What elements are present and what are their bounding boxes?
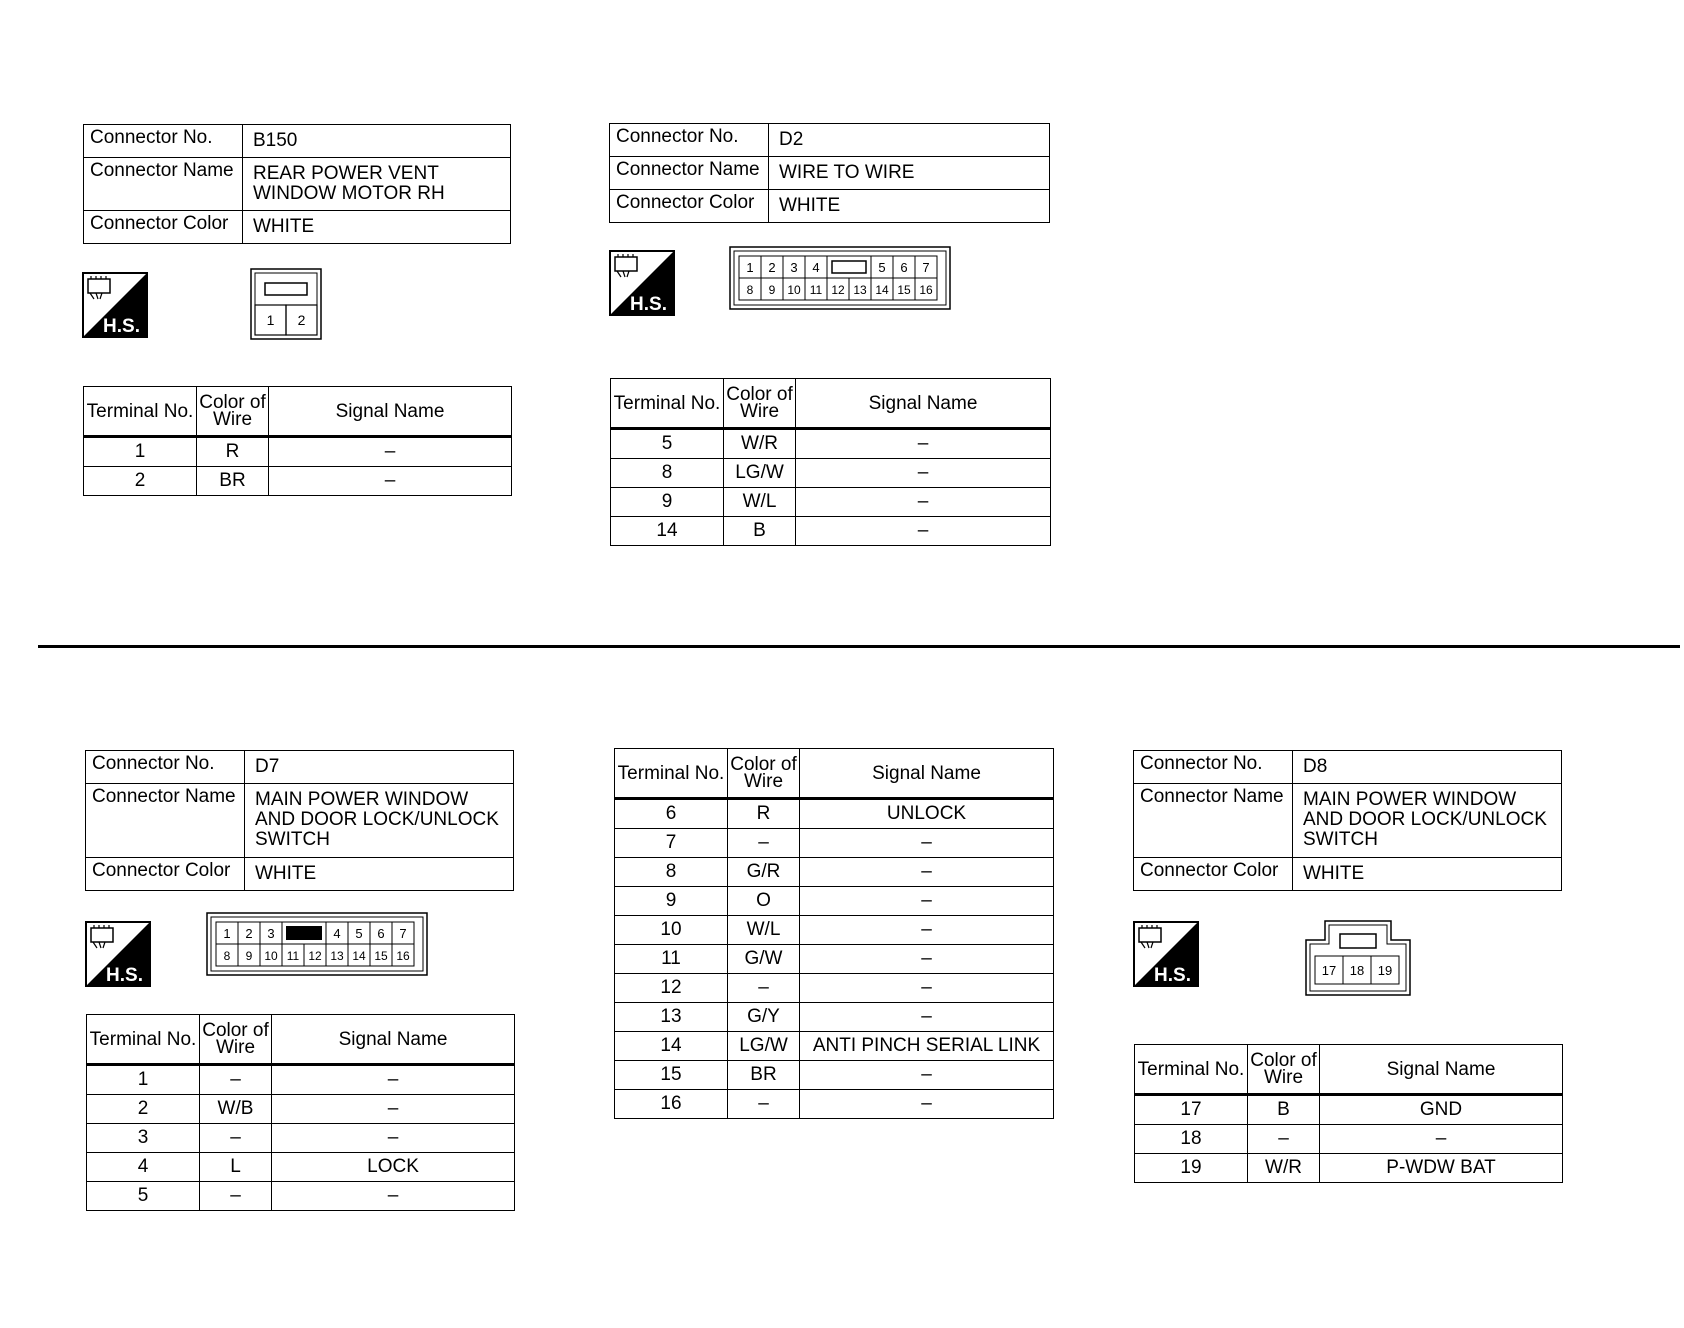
pin-label: 10 [787, 283, 801, 297]
wire-color-header: Color of Wire [197, 387, 269, 437]
d8-terminal-table [1134, 1044, 1563, 1183]
connector-color-label: Connector Color [86, 858, 245, 891]
table-row: 11 G/W – [615, 945, 1054, 974]
pin-label: 11 [809, 283, 823, 297]
svg-text:H.S.: H.S. [106, 965, 143, 986]
wire-color-header: Color of Wire [724, 379, 796, 429]
connector-no-value: B150 [243, 125, 511, 158]
table-row: 5 – – [87, 1182, 515, 1211]
connector-name-value: MAIN POWER WINDOW AND DOOR LOCK/UNLOCK SWITCH [245, 784, 514, 858]
table-row: 9 W/L – [611, 488, 1051, 517]
d7-terminal-table-2 [614, 748, 1054, 1119]
d8-connector-info [1133, 750, 1562, 891]
connector-no-label: Connector No. [86, 751, 245, 784]
pin-label: 3 [267, 926, 275, 941]
pin-label: 1 [746, 260, 754, 275]
connector-name-label: Connector Name [1134, 784, 1293, 858]
terminal-no-header: Terminal No. [615, 749, 728, 799]
pin-label: 17 [1321, 963, 1337, 978]
pin-label: 2 [768, 260, 776, 275]
d7-connector-face [206, 912, 428, 976]
connector-color-value: WHITE [243, 211, 511, 244]
table-row: 3 – – [87, 1124, 515, 1153]
b150-connector-info [83, 124, 511, 244]
section-divider [38, 645, 1680, 648]
terminal-no-header: Terminal No. [1135, 1045, 1248, 1095]
pin-label: 18 [1349, 963, 1365, 978]
table-row: 1 R – [84, 437, 512, 467]
wire-color-header: Color of Wire [728, 749, 800, 799]
pin-label: 8 [746, 283, 754, 297]
b150-terminal-table [83, 386, 512, 496]
connector-no-label: Connector No. [610, 124, 769, 157]
table-row: 9 O – [615, 887, 1054, 916]
connector-name-label: Connector Name [84, 158, 243, 211]
table-row: 10 W/L – [615, 916, 1054, 945]
wire-color-header: Color of Wire [200, 1015, 272, 1065]
terminal-no-header: Terminal No. [87, 1015, 200, 1065]
pin-label: 19 [1377, 963, 1393, 978]
svg-text:H.S.: H.S. [1154, 965, 1191, 986]
pin-label: 11 [286, 949, 300, 963]
connector-color-value: WHITE [769, 190, 1050, 223]
pin-label: 14 [352, 949, 366, 963]
d7-terminal-table-1 [86, 1014, 515, 1211]
table-row: 1 – – [87, 1065, 515, 1095]
harness-side-icon [85, 921, 151, 987]
table-row: 13 G/Y – [615, 1003, 1054, 1032]
table-row: 7 – – [615, 829, 1054, 858]
connector-color-label: Connector Color [1134, 858, 1293, 891]
harness-side-icon [82, 272, 148, 338]
connector-name-value: MAIN POWER WINDOW AND DOOR LOCK/UNLOCK SWITCH [1293, 784, 1562, 858]
b150-connector-face [250, 268, 322, 340]
pin-label: 14 [875, 283, 889, 297]
pin-label: 4 [812, 260, 820, 275]
pin-label: 8 [223, 949, 231, 963]
terminal-no-header: Terminal No. [611, 379, 724, 429]
table-row: 19 W/R P-WDW BAT [1135, 1154, 1563, 1183]
svg-text:H.S.: H.S. [630, 294, 667, 315]
connector-no-label: Connector No. [84, 125, 243, 158]
pin-label: 16 [396, 949, 410, 963]
connector-name-value: REAR POWER VENT WINDOW MOTOR RH [243, 158, 511, 211]
table-row: 8 LG/W – [611, 459, 1051, 488]
signal-name-header: Signal Name [1320, 1045, 1563, 1095]
pin-label: 7 [399, 926, 407, 941]
table-row: 14 B – [611, 517, 1051, 546]
svg-text:H.S.: H.S. [103, 316, 140, 337]
pin-label: 15 [897, 283, 911, 297]
connector-name-label: Connector Name [610, 157, 769, 190]
d2-connector-face [729, 246, 951, 310]
table-row: 6 R UNLOCK [615, 799, 1054, 829]
pin-label: 16 [919, 283, 933, 297]
connector-name-value: WIRE TO WIRE [769, 157, 1050, 190]
pin-label: 12 [831, 283, 845, 297]
signal-name-header: Signal Name [269, 387, 512, 437]
connector-no-value: D8 [1293, 751, 1562, 784]
connector-color-label: Connector Color [610, 190, 769, 223]
connector-color-value: WHITE [1293, 858, 1562, 891]
terminal-no-header: Terminal No. [84, 387, 197, 437]
connector-no-label: Connector No. [1134, 751, 1293, 784]
pin-label: 2 [297, 312, 306, 328]
pin-label: 6 [900, 260, 908, 275]
pin-label: 13 [853, 283, 867, 297]
pin-label: 1 [223, 926, 231, 941]
pin-label: 5 [355, 926, 363, 941]
pin-label: 9 [768, 283, 776, 297]
harness-side-icon [609, 250, 675, 316]
wire-color-header: Color of Wire [1248, 1045, 1320, 1095]
d2-terminal-table [610, 378, 1051, 546]
d7-connector-info [85, 750, 514, 891]
table-row: 17 B GND [1135, 1095, 1563, 1125]
table-row: 5 W/R – [611, 429, 1051, 459]
table-row: 2 W/B – [87, 1095, 515, 1124]
table-row: 15 BR – [615, 1061, 1054, 1090]
table-row: 18 – – [1135, 1125, 1563, 1154]
table-row: 2 BR – [84, 467, 512, 496]
pin-label: 7 [922, 260, 930, 275]
pin-label: 2 [245, 926, 253, 941]
table-row: 12 – – [615, 974, 1054, 1003]
pin-label: 1 [266, 312, 275, 328]
connector-name-label: Connector Name [86, 784, 245, 858]
pin-label: 6 [377, 926, 385, 941]
pin-label: 3 [790, 260, 798, 275]
pin-label: 13 [330, 949, 344, 963]
table-row: 8 G/R – [615, 858, 1054, 887]
pin-label: 12 [308, 949, 322, 963]
signal-name-header: Signal Name [800, 749, 1054, 799]
connector-no-value: D7 [245, 751, 514, 784]
table-row: 14 LG/W ANTI PINCH SERIAL LINK [615, 1032, 1054, 1061]
pin-label: 10 [264, 949, 278, 963]
pin-label: 4 [333, 926, 341, 941]
table-row: 4 L LOCK [87, 1153, 515, 1182]
d2-connector-info [609, 123, 1050, 223]
connector-no-value: D2 [769, 124, 1050, 157]
pin-label: 9 [245, 949, 253, 963]
table-row: 16 – – [615, 1090, 1054, 1119]
pin-label: 15 [374, 949, 388, 963]
signal-name-header: Signal Name [272, 1015, 515, 1065]
pin-label: 5 [878, 260, 886, 275]
harness-side-icon [1133, 921, 1199, 987]
signal-name-header: Signal Name [796, 379, 1051, 429]
d8-connector-face [1305, 920, 1411, 996]
connector-color-label: Connector Color [84, 211, 243, 244]
connector-color-value: WHITE [245, 858, 514, 891]
